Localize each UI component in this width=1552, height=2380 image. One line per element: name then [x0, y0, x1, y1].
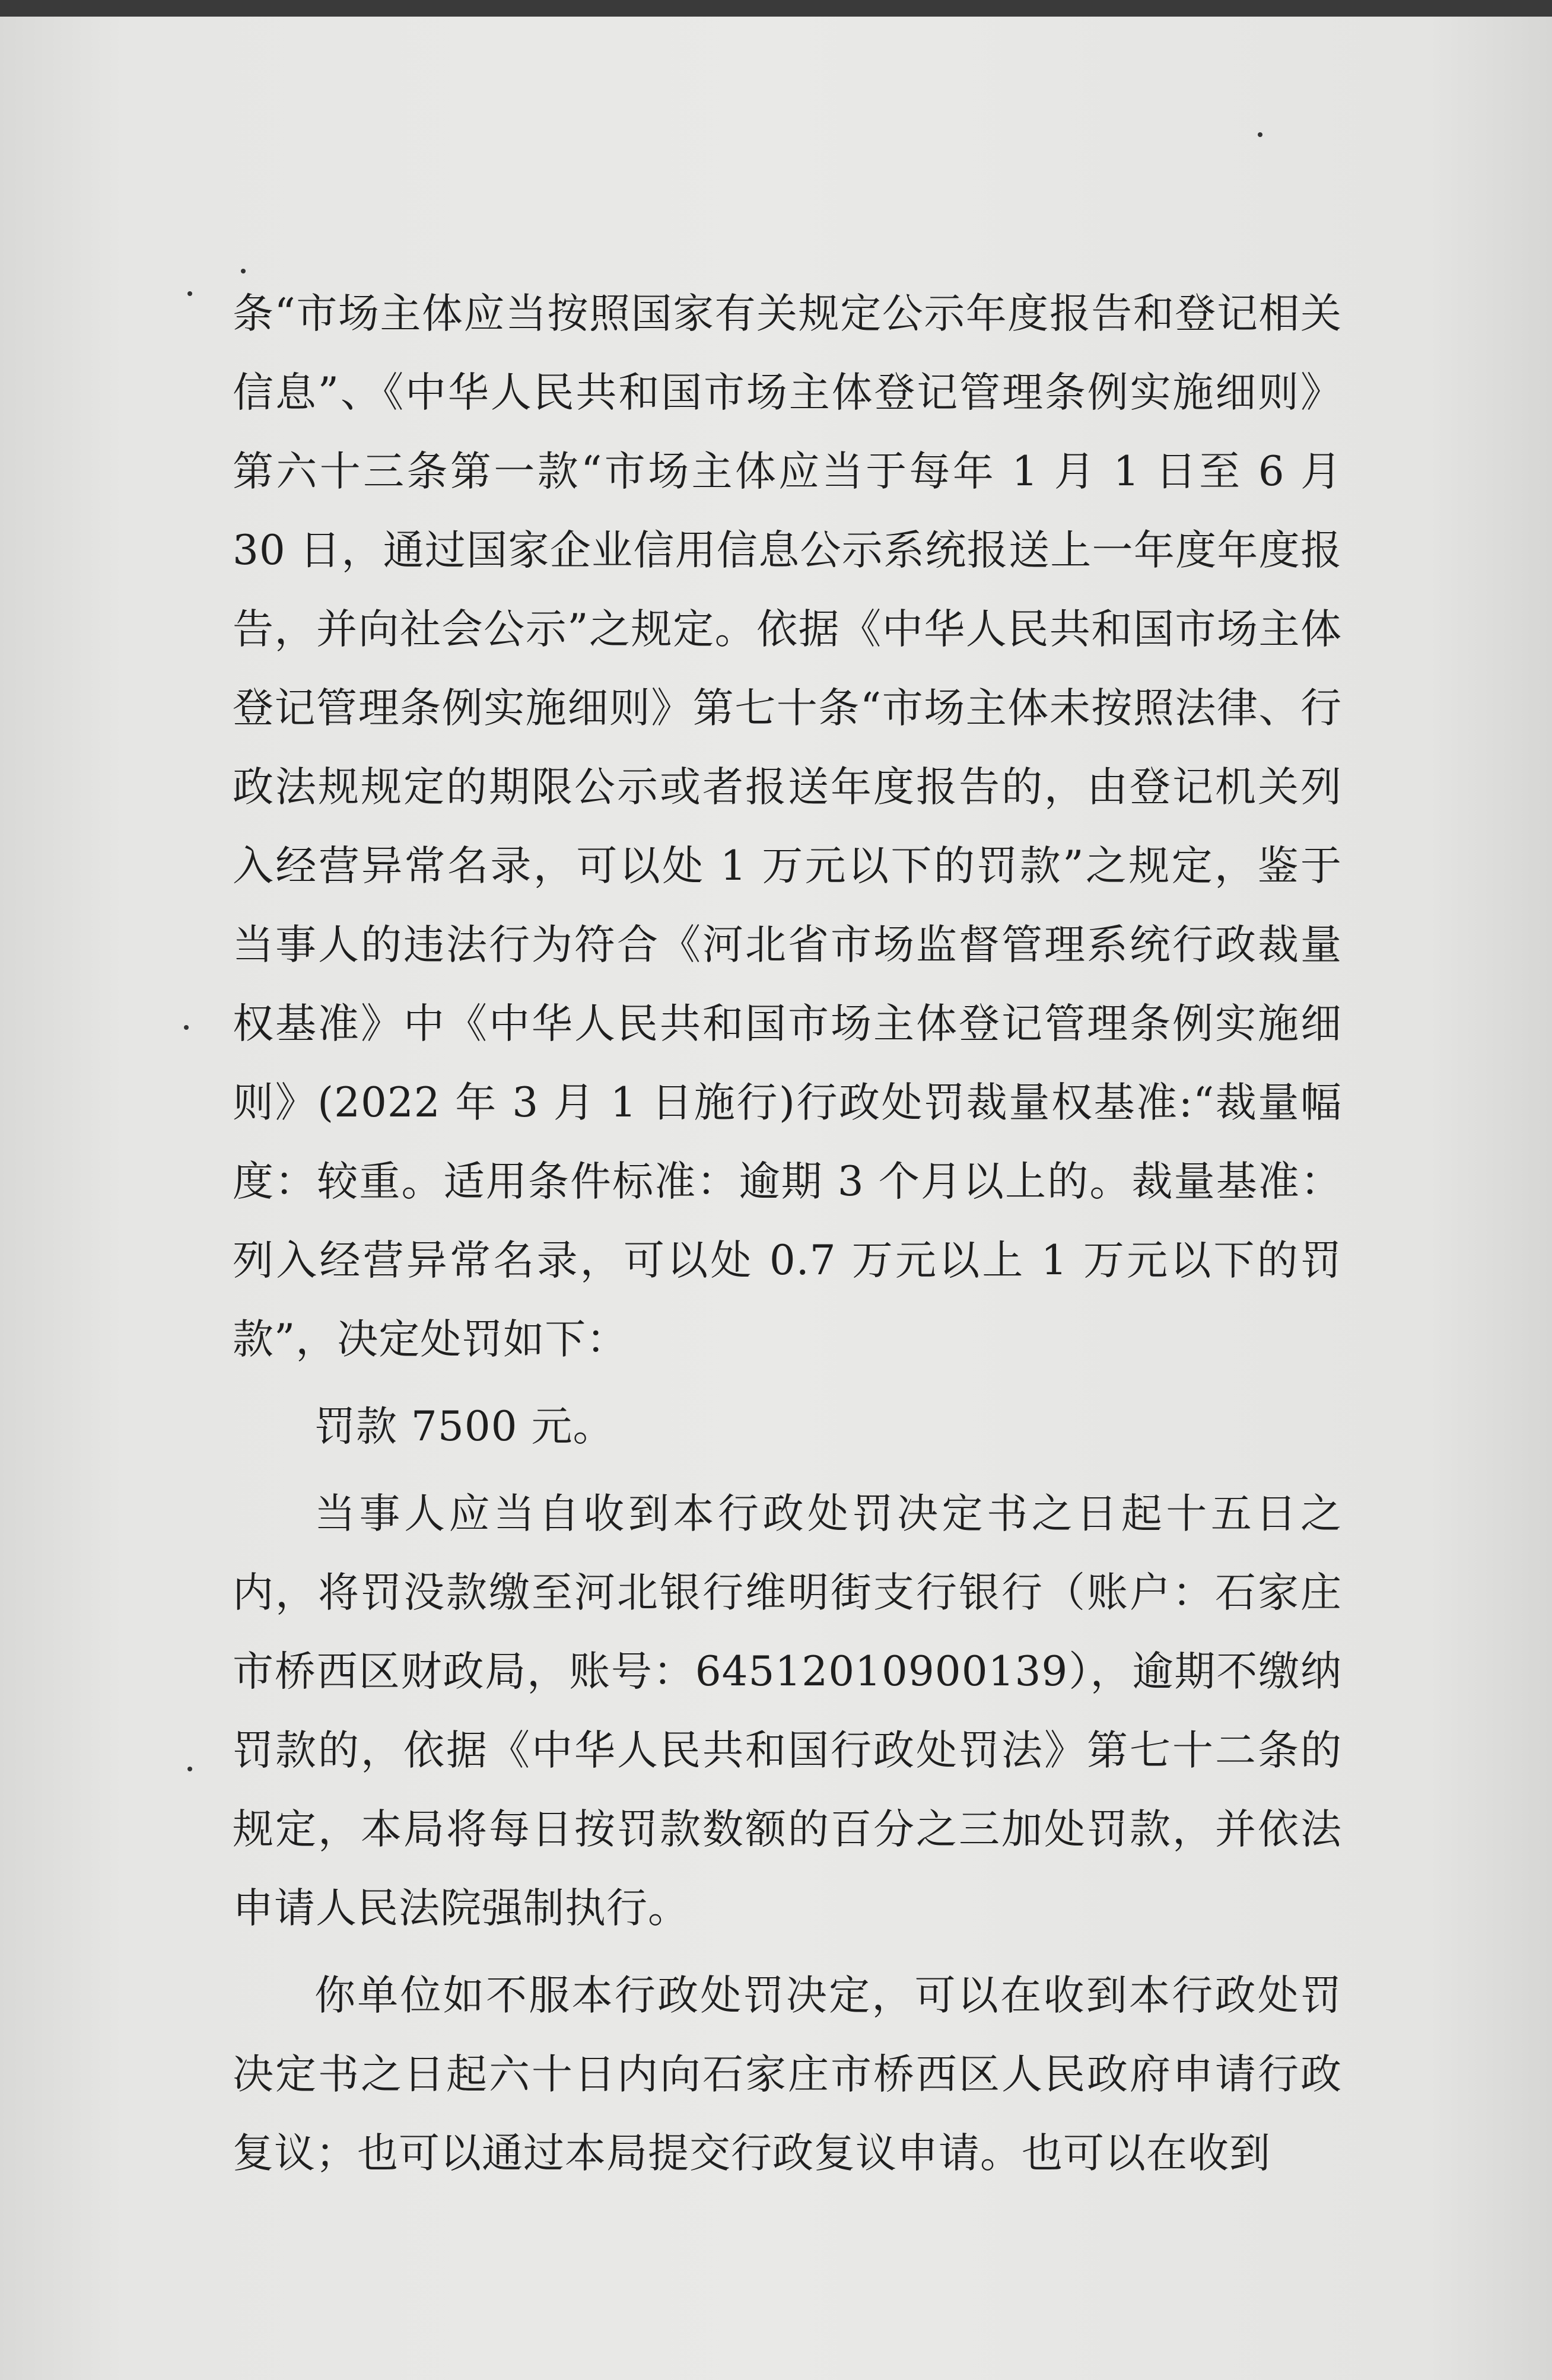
- paragraph-appeal: 你单位如不服本行政处罚决定，可以在收到本行政处罚决定书之日起六十日内向石家庄市桥西区人民政府申请行政复议；也可以通过本局提交行政复议申请。也可以在收到: [233, 1972, 1342, 2177]
- document-body: [233, 275, 1342, 2201]
- document-page: [0, 17, 1552, 2380]
- scan-speck: [1258, 132, 1262, 137]
- paragraph-payment: 当事人应当自收到本行政处罚决定书之日起十五日之内，将罚没款缴至河北银行维明街支行银行（账户：石家庄市桥西区财政局，账号：64512010900139），逾期不缴纳罚款的，依据《中华人民共和国行政处罚法》第七十二条的规定，本局将每日按罚款数额的百分之三加处罚款，并依法申请人民法院强制执行。: [233, 1490, 1342, 1932]
- paragraph-penalty: 罚款 7500 元。: [314, 1403, 615, 1450]
- scan-speck: [187, 291, 192, 296]
- paragraph-legal-basis: 条“市场主体应当按照国家有关规定公示年度报告和登记相关信息”、《中华人民共和国市场主体登记管理条例实施细则》第六十三条第一款“市场主体应当于每年 1 月 1 日至 6 月 30 日，通过国家企业信用信息公示系统报送上一年度年度报告，并向社会公示”之规定。依据《中华人民共和国市场主体登记管理条例实施细则》第七十条“市场主体未按照法律、行政法规规定的期限公示或者报送年度报告的，由登记机关列入经营异常名录，可以处 1 万元以下的罚款”之规定，鉴于当事人的违法行为符合《河北省市场监督管理系统行政裁量权基准》中《中华人民共和国市场主体登记管理条例实施细则》(2022 年 3 月 1 日施行)行政处罚裁量权基准:“裁量幅度：较重。适用条件标准：逾期 3 个月以上的。裁量基准：列入经营异常名录，可以处 0.7 万元以上 1 万元以下的罚款”，决定处罚如下：: [233, 290, 1342, 1363]
- scan-speck: [241, 269, 246, 273]
- scan-speck: [184, 1025, 189, 1030]
- scan-speck: [187, 1767, 192, 1771]
